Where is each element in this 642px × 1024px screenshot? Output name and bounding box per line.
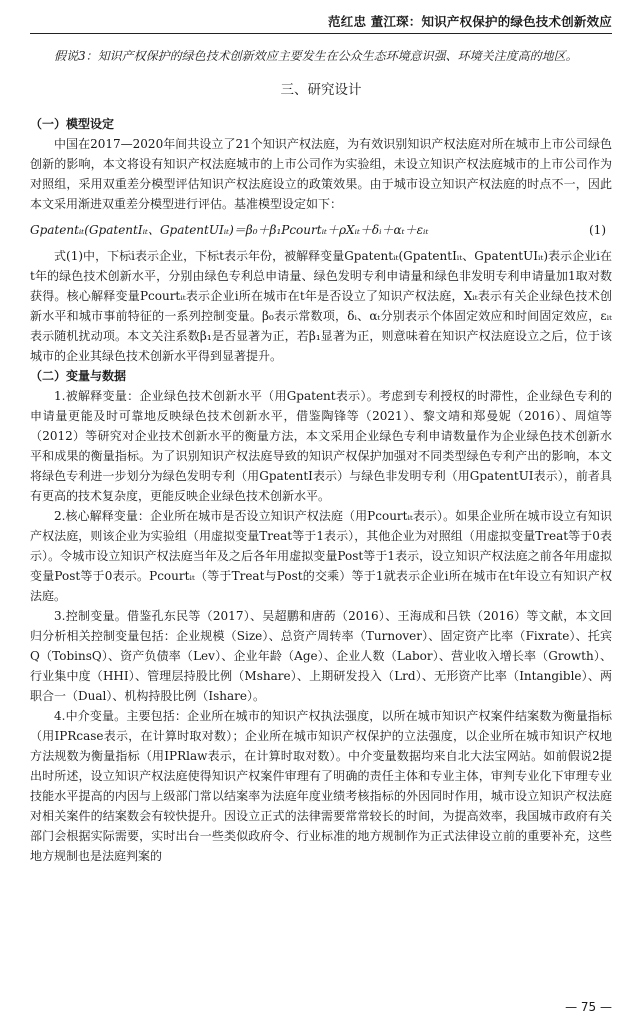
equation-number: (1) bbox=[589, 223, 606, 237]
page-number: — 75 — bbox=[565, 1000, 612, 1014]
section-title: 三、研究设计 bbox=[280, 82, 362, 98]
variables-paragraph-1: 1.被解释变量：企业绿色技术创新水平（用Gpatent表示）。考虑到专利授权的时滞性，企业绿色专利的申请量更能及时可靠地反映绿色技术创新水平，借鉴陶锋等（2021）、黎文靖和郑曼妮（2016）、周煊等（2012）等研究对企业技术创新水平的衡量方法，本文采用企业绿色专利申请数量作为企业绿色技术创新水平和成果的衡量指标。为了识别知识产权法庭导致的知识产权保护加强对不同类型绿色专利产出的影响，本文将绿色专利进一步划分为绿色发明专利（用GpatentI表示）与绿色非发明专利（用GpatentUI表示），前者具有更高的技术复杂度，更能反映企业绿色技术创新水平。 bbox=[30, 389, 612, 503]
subsection-variables-heading: （二）变量与数据 bbox=[30, 369, 127, 383]
variables-paragraph-4: 4.中介变量。主要包括：企业所在城市的知识产权执法强度，以所在城市知识产权案件结案数为衡量指标（用IPRcase表示，在计算时取对数）；企业所在城市知识产权保护的立法强度，以企业所在城市知识产权地方法规数为衡量指标（用IPRlaw表示，在计算时取对数）。中介变量数据均来自北大法宝网站。如前假说2提出时所述，设立知识产权法庭使得知识产权案件审理有了明确的责任主体和专业主体，审判专业化下审理专业技能水平提高的内因与上级部门常以结案率为法庭年度业绩考核指标的外因同时作用，城市设立知识产权法庭对相关案件的结案数会有较快提升。因设立正式的法律需要常常较长的时间，为提高效率，我国城市政府有关部门会根据实际需要，实时出台一些类似政府令、行业标准的地方规制作为正式法律设立前的重要补充，这些地方规制也是法庭判案的 bbox=[30, 709, 612, 863]
page-body bbox=[30, 46, 612, 866]
header-divider bbox=[30, 33, 612, 34]
variables-paragraph-3: 3.控制变量。借鉴孔东民等（2017）、吴超鹏和唐菂（2016）、王海成和吕铁（2016）等文献，本文回归分析相关控制变量包括：企业规模（Size）、总资产周转率（Turnover）、固定资产比率（Fixrate）、托宾Q（TobinsQ）、资产负债率（Lev）、企业年龄（Age）、企业人数（Labor）、营业收入增长率（Growth）、行业集中度（HHI）、管理层持股比例（Mshare）、上期研发投入（Lrd）、无形资产比率（Intangible）、两职合一（Dual）、机构持股比例（Ishare）。 bbox=[30, 609, 612, 703]
model-paragraph-1: 中国在2017—2020年间共设立了21个知识产权法庭，为有效识别知识产权法庭对所在城市上市公司绿色创新的影响，本文将设有知识产权法庭城市的上市公司作为实验组，未设立知识产权法庭城市的上市公司作为对照组，采用双重差分模型评估知识产权法庭设立的政策效果。由于城市设立知识产权法庭的时点不一，因此本文采用渐进双重差分模型进行评估。基准模型设定如下： bbox=[30, 137, 612, 211]
hypothesis-3: 假说3：知识产权保护的绿色技术创新效应主要发生在公众生态环境意识强、环境关注度高的地区。 bbox=[54, 49, 578, 63]
equation-body: Gpatentᵢₜ(GpatentIᵢₜ、GpatentUIᵢₜ)＝β₀＋β₁Pcourtᵢₜ＋ρXᵢₜ＋δᵢ＋αₜ＋εᵢₜ bbox=[30, 223, 429, 237]
model-paragraph-2: 式(1)中，下标i表示企业，下标t表示年份，被解释变量Gpatentᵢₜ(GpatentIᵢₜ、GpatentUIᵢₜ)表示企业i在t年的绿色技术创新水平，分别由绿色专利总申请量、绿色发明专利申请量和绿色非发明专利申请量加1取对数获得。核心解释变量Pcourtᵢₜ表示企业i所在城市在t年是否设立了知识产权法庭，Xᵢₜ表示有关企业绿色技术创新水平和城市事前特征的一系列控制变量。β₀表示常数项，δᵢ、αₜ分别表示个体固定效应和时间固定效应，εᵢₜ表示随机扰动项。本文关注系数β₁是否显著为正，若β₁显著为正，则意味着在知识产权法庭设立之后，位于该城市的企业其绿色技术创新水平得到显著提升。 bbox=[30, 249, 612, 363]
running-header: 范红忠 董江琛：知识产权保护的绿色技术创新效应 bbox=[328, 14, 612, 29]
equation-1 bbox=[30, 220, 612, 240]
subsection-model-heading: （一）模型设定 bbox=[30, 117, 115, 131]
variables-paragraph-2: 2.核心解释变量：企业所在城市是否设立知识产权法庭（用Pcourtᵢₜ表示）。如果企业所在城市设立有知识产权法庭，则该企业为实验组（用虚拟变量Treat等于1表示），其他企业为对照组（用虚拟变量Treat等于0表示）。令城市设立知识产权法庭当年及之后各年用虚拟变量Post等于1表示，设立知识产权法庭之前各年用虚拟变量Post等于0表示。Pcourtᵢₜ（等于Treat与Post的交乘）等于1就表示企业i所在城市在t年设立有知识产权法庭。 bbox=[30, 509, 612, 603]
